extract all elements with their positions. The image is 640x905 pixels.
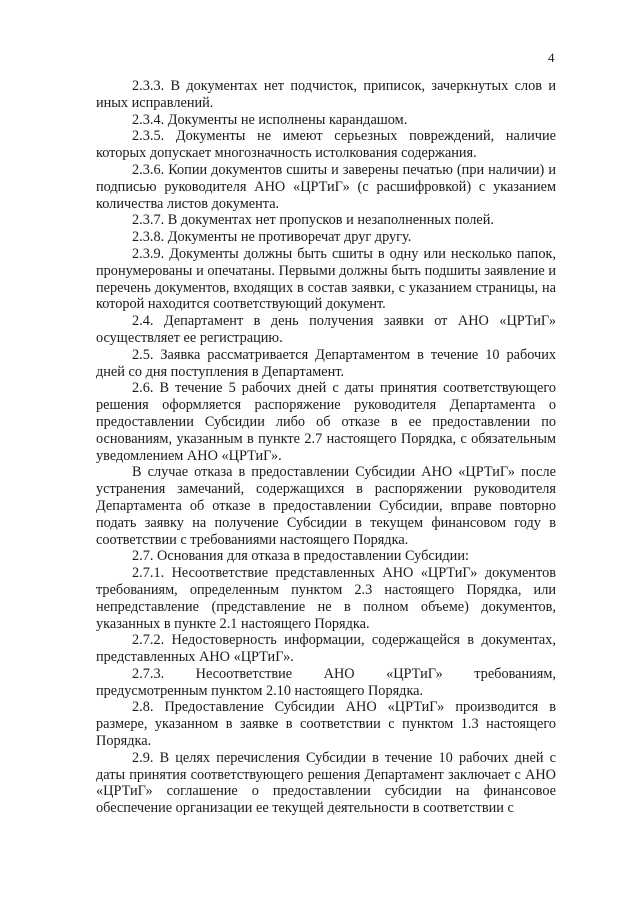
paragraph-2-3-3: 2.3.3. В документах нет подчисток, приписок, зачеркнутых слов и иных исправлений. xyxy=(96,78,556,111)
paragraph-2-7-3: 2.7.3. Несоответствие АНО «ЦРТиГ» требованиям, предусмотренным пунктом 2.10 настоящего Порядка. xyxy=(96,665,556,699)
paragraph-2-3-9: 2.3.9. Документы должны быть сшиты в одну или несколько папок, пронумерованы и опечатаны. Первыми должны быть подшиты заявление и перечень документов, входящих в состав заявки, с указанием страницы, на которой находится соответствующий документ. xyxy=(96,245,556,313)
paragraph-refusal-case: В случае отказа в предоставлении Субсидии АНО «ЦРТиГ» после устранения замечаний, содержащихся в распоряжении руководителя Департамента об отказе в предоставлении Субсидии, вправе повторно подать заявку на получение Субсидии в текущем финансовом году в соответствии с требованиями настоящего Порядка. xyxy=(96,464,556,548)
paragraph-2-5: 2.5. Заявка рассматривается Департаментом в течение 10 рабочих дней со дня поступления в Департамент. xyxy=(96,346,556,380)
paragraph-2-4: 2.4. Департамент в день получения заявки от АНО «ЦРТиГ» осуществляет ее регистрацию. xyxy=(96,313,556,346)
paragraph-2-6: 2.6. В течение 5 рабочих дней с даты принятия соответствующего решения оформляется распоряжение руководителя Департамента о предоставлении Субсидии либо об отказе в ее предоставлении по основаниям, указанным в пункте 2.7 настоящего Порядка, с обязательным уведомлением АНО «ЦРТиГ». xyxy=(96,380,556,464)
paragraph-2-7-2: 2.7.2. Недостоверность информации, содержащейся в документах, представленных АНО «ЦРТиГ». xyxy=(96,632,556,666)
page-number: 4 xyxy=(548,50,555,65)
paragraph-2-9: 2.9. В целях перечисления Субсидии в течение 10 рабочих дней с даты принятия соответствующего решения Департамент заключает с АНО «ЦРТиГ» соглашение о предоставлении субсидии на финансовое обеспечение организации ее текущей деятельности в соответствии с xyxy=(96,749,556,817)
paragraph-2-7: 2.7. Основания для отказа в предоставлении Субсидии: xyxy=(132,548,469,565)
document-body xyxy=(96,78,556,817)
paragraph-2-7-1: 2.7.1. Несоответствие представленных АНО «ЦРТиГ» документов требованиям, определенным пунктом 2.3 настоящего Порядка, или непредставление (представление не в полном объеме) документов, указанных в пункте 2.1 настоящего Порядка. xyxy=(96,565,556,632)
paragraph-2-3-5: 2.3.5. Документы не имеют серьезных повреждений, наличие которых допускает многозначность истолкования содержания. xyxy=(96,128,556,162)
paragraph-2-8: 2.8. Предоставление Субсидии АНО «ЦРТиГ» производится в размере, указанном в заявке в соответствии с пунктом 1.3 настоящего Порядка. xyxy=(96,699,556,750)
paragraph-2-3-8: 2.3.8. Документы не противоречат друг другу. xyxy=(132,229,412,246)
paragraph-2-3-7: 2.3.7. В документах нет пропусков и незаполненных полей. xyxy=(132,212,495,229)
paragraph-2-3-6: 2.3.6. Копии документов сшиты и заверены печатью (при наличии) и подписью руководителя АНО «ЦРТиГ» (с расшифровкой) с указанием количества листов документа. xyxy=(96,161,556,212)
paragraph-2-3-4: 2.3.4. Документы не исполнены карандашом. xyxy=(132,111,408,128)
